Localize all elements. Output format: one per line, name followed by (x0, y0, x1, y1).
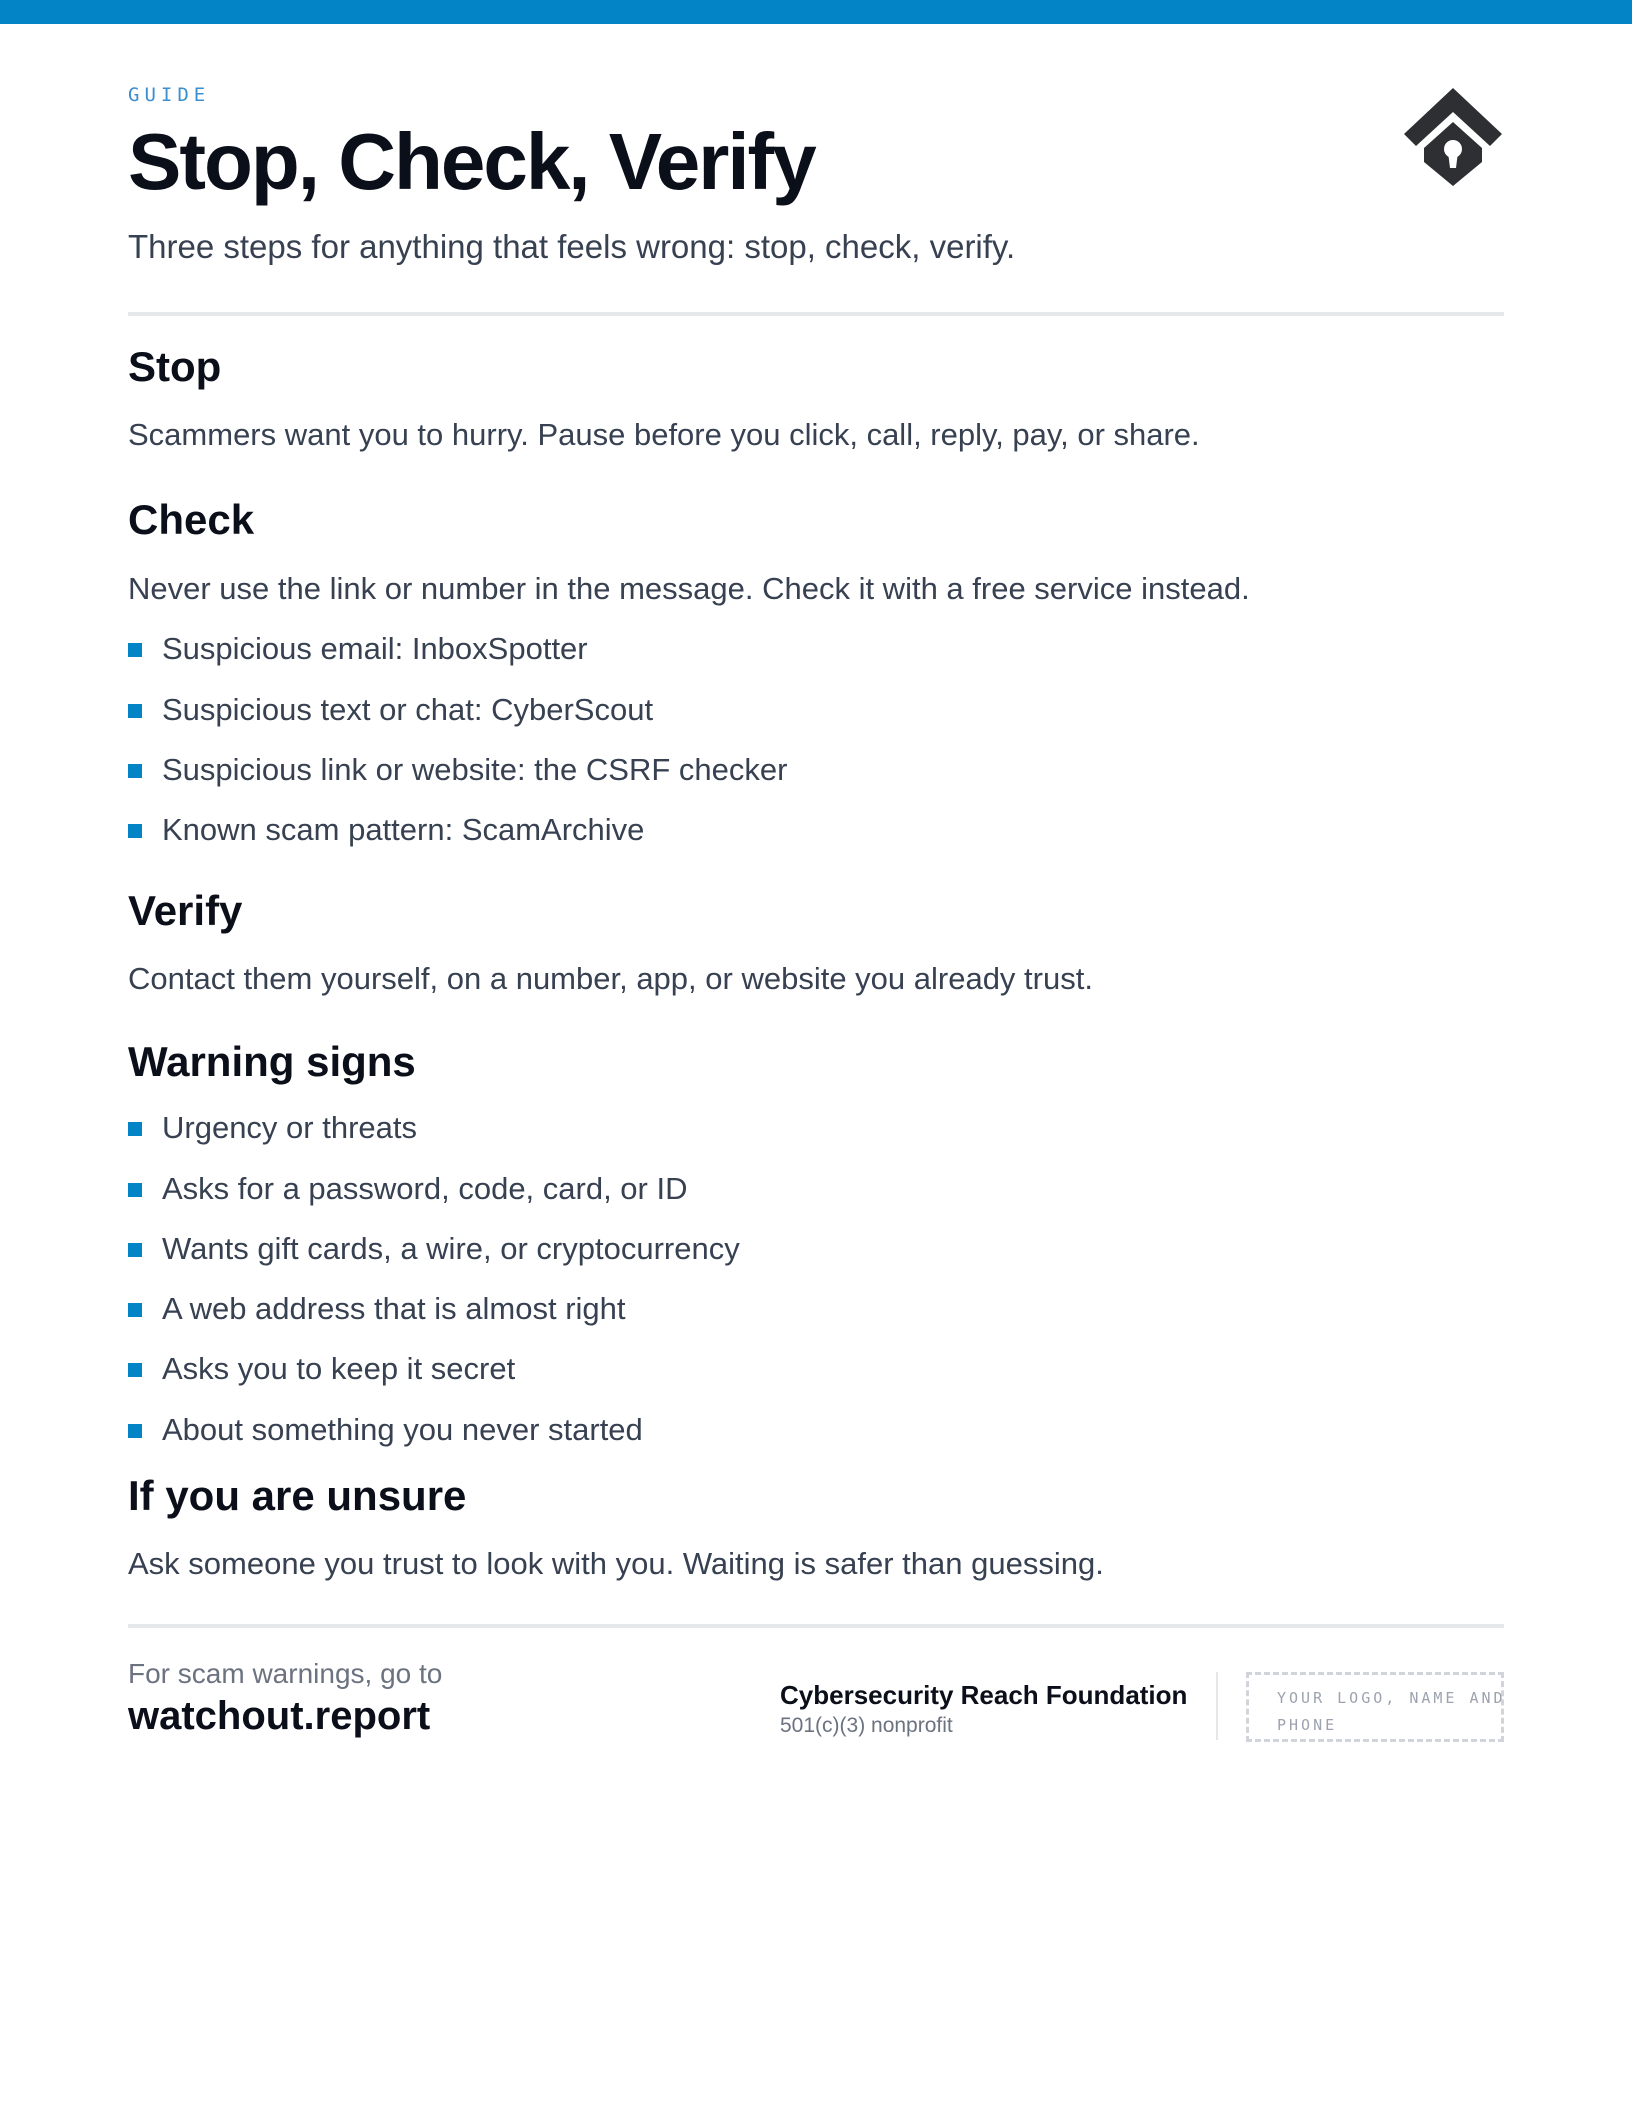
footer (128, 1628, 1504, 1758)
footer-website-link[interactable]: watchout.report (128, 1693, 431, 1738)
list-item (128, 630, 1504, 669)
section-check (128, 495, 1504, 850)
list-item (128, 751, 1504, 790)
organization-name: Cybersecurity Reach Foundation (780, 1679, 1188, 1710)
organization-block (780, 1679, 1188, 1738)
square-bullet-icon (128, 824, 142, 838)
list-item-text: Asks for a password, code, card, or ID (162, 1170, 688, 1206)
section-heading-check: Check (128, 496, 255, 544)
section-if-unsure (128, 1471, 1504, 1584)
eyebrow-label: GUIDE (128, 84, 211, 106)
list-item-text: Suspicious link or website: the CSRF checker (162, 751, 788, 787)
list-item (128, 811, 1504, 850)
square-bullet-icon (128, 1363, 142, 1377)
list-item (128, 691, 1504, 730)
list-item (128, 1411, 1504, 1450)
warning-signs-list (128, 1109, 1504, 1449)
section-body-if-unsure: Ask someone you trust to look with you. Waiting is safer than guessing. (128, 1546, 1104, 1582)
footer-lead-text: For scam warnings, go to (128, 1657, 443, 1689)
list-item-text: Urgency or threats (162, 1110, 417, 1146)
section-body-check: Never use the link or number in the message. Check it with a free service instead. (128, 570, 1250, 606)
check-services-list (128, 630, 1504, 850)
square-bullet-icon (128, 764, 142, 778)
list-item-text: Known scam pattern: ScamArchive (162, 812, 645, 848)
section-body-stop: Scammers want you to hurry. Pause before you click, call, reply, pay, or share. (128, 417, 1200, 453)
list-item-text: Asks you to keep it secret (162, 1351, 516, 1387)
page-subtitle: Three steps for anything that feels wrong: stop, check, verify. (128, 228, 1016, 265)
logo-placeholder-box (1246, 1672, 1504, 1742)
header (128, 0, 1504, 312)
list-item (128, 1109, 1504, 1148)
section-stop (128, 342, 1504, 455)
square-bullet-icon (128, 1424, 142, 1438)
square-bullet-icon (128, 1243, 142, 1257)
page-title: Stop, Check, Verify (128, 117, 815, 206)
list-item-text: About something you never started (162, 1411, 643, 1447)
section-body-verify: Contact them yourself, on a number, app, or website you already trust. (128, 961, 1093, 997)
shield-lock-logo-icon (1402, 86, 1504, 188)
main-content (128, 316, 1504, 1584)
list-item (128, 1170, 1504, 1209)
page (128, 0, 1504, 1758)
square-bullet-icon (128, 704, 142, 718)
section-heading-stop: Stop (128, 343, 222, 390)
footer-vertical-divider (1216, 1672, 1218, 1740)
list-item (128, 1230, 1504, 1269)
list-item-text: Suspicious email: InboxSpotter (162, 631, 588, 667)
square-bullet-icon (128, 1303, 142, 1317)
square-bullet-icon (128, 1122, 142, 1136)
section-verify (128, 886, 1504, 999)
list-item (128, 1290, 1504, 1329)
section-warning-signs (128, 1037, 1504, 1449)
organization-status: 501(c)(3) nonprofit (780, 1713, 953, 1737)
square-bullet-icon (128, 643, 142, 657)
logo-placeholder-text: YOUR LOGO, NAME AND PHONE (1277, 1688, 1506, 1734)
list-item-text: A web address that is almost right (162, 1291, 626, 1327)
list-item-text: Suspicious text or chat: CyberScout (162, 691, 654, 727)
square-bullet-icon (128, 1183, 142, 1197)
list-item-text: Wants gift cards, a wire, or cryptocurrency (162, 1230, 740, 1266)
section-heading-verify: Verify (128, 886, 243, 934)
section-heading-warning-signs: Warning signs (128, 1037, 416, 1085)
section-heading-if-unsure: If you are unsure (128, 1471, 467, 1519)
list-item (128, 1350, 1504, 1389)
